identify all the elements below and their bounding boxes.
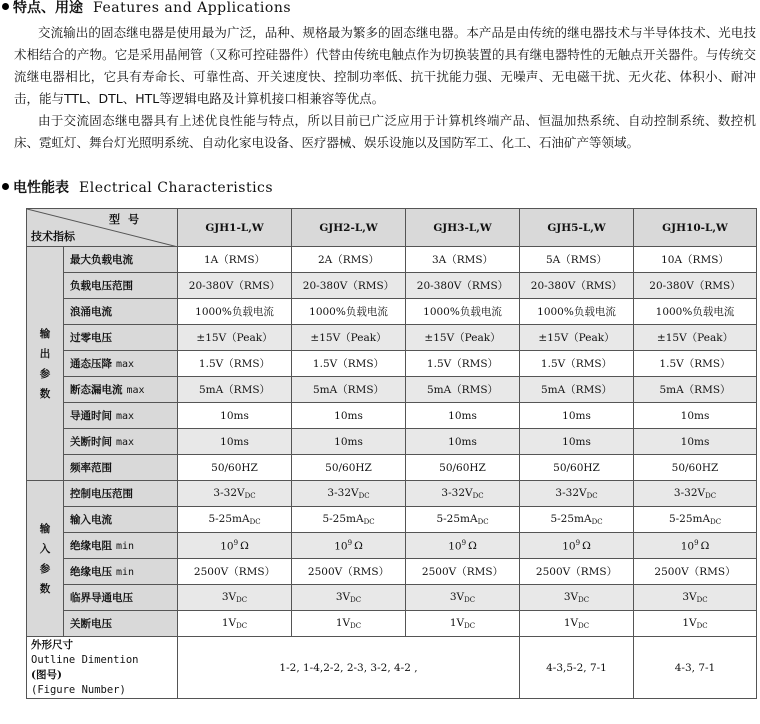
table-row bbox=[27, 559, 757, 585]
value-cell bbox=[178, 611, 292, 637]
value-cell: 10ms bbox=[292, 429, 406, 455]
outline-group-1: 1-2, 1-4,2-2, 2-3, 3-2, 4-2 , bbox=[178, 637, 520, 699]
value-cell: 50/60HZ bbox=[634, 455, 757, 481]
value-cell bbox=[178, 585, 292, 611]
value-cell bbox=[634, 507, 757, 533]
value-cell bbox=[178, 507, 292, 533]
value-subscript: DC bbox=[236, 622, 248, 630]
value-cell bbox=[520, 559, 634, 585]
table-row bbox=[27, 611, 757, 637]
table-row bbox=[27, 533, 757, 559]
value-text: 3-32V bbox=[441, 487, 473, 499]
value-cell bbox=[520, 611, 634, 637]
value-subscript: DC bbox=[244, 492, 256, 500]
param-name bbox=[64, 247, 178, 273]
param-name-text: 浪涌电流 bbox=[70, 306, 112, 318]
param-name-text: 绝缘电压 bbox=[70, 566, 112, 578]
value-cell: 1.5V（RMS） bbox=[406, 351, 520, 377]
features-title-en: Features and Applications bbox=[93, 0, 292, 16]
value-cell: ±15V（Peak） bbox=[292, 325, 406, 351]
value-cell bbox=[406, 533, 520, 559]
param-name-text: 负载电压范围 bbox=[70, 280, 133, 292]
param-name-text: 关断电压 bbox=[70, 618, 112, 630]
value-cell: 5mA（RMS） bbox=[634, 377, 757, 403]
value-cell: 5mA（RMS） bbox=[520, 377, 634, 403]
electrical-title-cn: 电性能表 bbox=[13, 180, 69, 196]
value-text: 10 bbox=[220, 540, 234, 553]
value-cell bbox=[406, 559, 520, 585]
value-text: 3V bbox=[335, 591, 351, 603]
value-cell: 5mA（RMS） bbox=[178, 377, 292, 403]
value-cell: 1000%负载电流 bbox=[520, 299, 634, 325]
value-text: 3V bbox=[682, 591, 697, 603]
value-text: 3-32V bbox=[327, 487, 359, 499]
figure-number-label-cn: (图号) bbox=[31, 668, 62, 681]
table-row bbox=[27, 403, 757, 429]
value-cell bbox=[292, 507, 406, 533]
electrical-table bbox=[26, 208, 757, 699]
value-cell: 2A（RMS） bbox=[292, 247, 406, 273]
value-exponent: 9 bbox=[233, 538, 239, 547]
param-name bbox=[64, 429, 178, 455]
value-text: 10 bbox=[562, 540, 576, 553]
param-name-text: 关断时间 bbox=[70, 436, 112, 448]
model-header: GJH1-L,W bbox=[178, 209, 292, 247]
value-exponent: 9 bbox=[694, 538, 699, 547]
value-text: 1V bbox=[449, 617, 465, 629]
bullet-icon bbox=[2, 183, 9, 190]
value-subscript: DC bbox=[710, 518, 722, 526]
param-name bbox=[64, 403, 178, 429]
value-cell: 50/60HZ bbox=[178, 455, 292, 481]
value-text: 2500V（RMS） bbox=[535, 566, 618, 578]
value-unit: Ω bbox=[240, 540, 249, 553]
value-subscript: DC bbox=[249, 518, 261, 526]
value-subscript: DC bbox=[591, 518, 603, 526]
value-text: 5-25mA bbox=[550, 513, 592, 525]
value-exponent: 9 bbox=[461, 538, 467, 547]
value-text: 2500V（RMS） bbox=[654, 566, 736, 578]
model-header: GJH2-L,W bbox=[292, 209, 406, 247]
param-unit: min bbox=[116, 541, 135, 552]
param-name-text: 绝缘电阻 bbox=[70, 540, 112, 552]
value-cell: 50/60HZ bbox=[520, 455, 634, 481]
value-cell: 10ms bbox=[634, 403, 757, 429]
value-cell bbox=[520, 481, 634, 507]
value-subscript: DC bbox=[586, 492, 598, 500]
value-subscript: DC bbox=[350, 596, 362, 604]
value-cell: 1000%负载电流 bbox=[178, 299, 292, 325]
model-header: GJH10-L,W bbox=[634, 209, 757, 247]
table-row bbox=[27, 325, 757, 351]
param-name bbox=[64, 325, 178, 351]
value-cell: 10A（RMS） bbox=[634, 247, 757, 273]
param-name-text: 最大负载电流 bbox=[70, 254, 133, 266]
value-cell: 10ms bbox=[634, 429, 757, 455]
value-cell: 10ms bbox=[178, 403, 292, 429]
param-name-text: 控制电压范围 bbox=[70, 488, 133, 500]
value-cell: 3A（RMS） bbox=[406, 247, 520, 273]
value-cell bbox=[520, 507, 634, 533]
value-text: 1V bbox=[221, 617, 237, 629]
value-cell bbox=[634, 533, 757, 559]
model-header: GJH3-L,W bbox=[406, 209, 520, 247]
electrical-heading bbox=[2, 178, 273, 198]
table-row bbox=[27, 585, 757, 611]
value-text: 5-25mA bbox=[322, 513, 364, 525]
value-text: 2500V（RMS） bbox=[307, 566, 390, 578]
table-row bbox=[27, 429, 757, 455]
table-row bbox=[27, 455, 757, 481]
value-cell bbox=[292, 533, 406, 559]
value-cell bbox=[178, 559, 292, 585]
value-text: 1V bbox=[682, 617, 697, 629]
param-name-text: 通态压降 bbox=[70, 358, 112, 370]
value-cell bbox=[292, 611, 406, 637]
value-text: 10 bbox=[680, 540, 695, 553]
param-name bbox=[64, 611, 178, 637]
param-unit: min bbox=[116, 567, 135, 578]
value-cell: 1000%负载电流 bbox=[292, 299, 406, 325]
value-exponent: 9 bbox=[347, 538, 353, 547]
value-cell: 10ms bbox=[406, 403, 520, 429]
value-text: 10 bbox=[334, 540, 348, 553]
value-subscript: DC bbox=[578, 622, 590, 630]
param-name-text: 导通时间 bbox=[70, 410, 112, 422]
value-subscript: DC bbox=[464, 622, 476, 630]
table-row bbox=[27, 299, 757, 325]
value-unit: Ω bbox=[700, 540, 710, 553]
corner-cell bbox=[27, 209, 178, 247]
value-text: 1V bbox=[563, 617, 579, 629]
param-name-text: 过零电压 bbox=[70, 332, 112, 344]
features-paragraph-1: 交流输出的固态继电器是使用最为广泛，品种、规格最为繁多的固态继电器。本产品是由传统的继电器技术与半导体技术、光电技术相结合的产物。它是采用晶闸管（又称可控硅器件）代替由传统电触点作为切换装置的具有继电器特性的无触点开关器件。与传统交流继电器相比，它具有寿命长、可靠性高、开关速度快、控制功率低、抗干扰能力强、无噪声、无电磁干扰、无火花、体积小、耐冲击，能与TTL、DTL、HTL等逻辑电路及计算机接口相兼容等优点。 bbox=[14, 25, 756, 106]
param-name bbox=[64, 507, 178, 533]
value-cell: ±15V（Peak） bbox=[634, 325, 757, 351]
features-heading bbox=[2, 0, 291, 18]
model-header: GJH5-L,W bbox=[520, 209, 634, 247]
value-cell: 1000%负载电流 bbox=[406, 299, 520, 325]
table-row bbox=[27, 507, 757, 533]
value-cell: 1.5V（RMS） bbox=[520, 351, 634, 377]
corner-spec-label: 技术指标 bbox=[31, 230, 75, 243]
value-cell: 20-380V（RMS） bbox=[520, 273, 634, 299]
value-cell bbox=[406, 507, 520, 533]
value-cell: 1000%负载电流 bbox=[634, 299, 757, 325]
value-cell bbox=[406, 481, 520, 507]
value-cell bbox=[520, 585, 634, 611]
value-cell bbox=[520, 533, 634, 559]
value-cell: 10ms bbox=[178, 429, 292, 455]
features-title-cn: 特点、用途 bbox=[13, 0, 83, 16]
value-cell: 1.5V（RMS） bbox=[292, 351, 406, 377]
value-text: 3V bbox=[221, 591, 237, 603]
param-name bbox=[64, 351, 178, 377]
value-text: 3V bbox=[563, 591, 579, 603]
param-name bbox=[64, 533, 178, 559]
value-cell: 20-380V（RMS） bbox=[178, 273, 292, 299]
table-row bbox=[27, 247, 757, 273]
value-cell: 20-380V（RMS） bbox=[406, 273, 520, 299]
value-text: 1V bbox=[335, 617, 351, 629]
value-cell: 10ms bbox=[520, 429, 634, 455]
value-cell: 5mA（RMS） bbox=[292, 377, 406, 403]
value-text: 2500V（RMS） bbox=[421, 566, 504, 578]
outline-row bbox=[27, 637, 757, 699]
value-cell: 10ms bbox=[406, 429, 520, 455]
features-paragraph-2: 由于交流固态继电器具有上述优良性能与特点，所以目前已广泛应用于计算机终端产品、恒温加热系统、自动控制系统、数控机床、霓虹灯、舞台灯光照明系统、自动化家电设备、医疗器械、娱乐设施以及国防军工、化工、石油矿产等领域。 bbox=[14, 113, 756, 150]
value-subscript: DC bbox=[472, 492, 484, 500]
value-cell bbox=[178, 533, 292, 559]
value-text: 5-25mA bbox=[436, 513, 478, 525]
param-name-text: 临界导通电压 bbox=[70, 592, 133, 604]
value-cell: 20-380V（RMS） bbox=[292, 273, 406, 299]
value-subscript: DC bbox=[363, 518, 375, 526]
value-subscript: DC bbox=[696, 596, 708, 604]
value-cell: 5mA（RMS） bbox=[406, 377, 520, 403]
param-name bbox=[64, 585, 178, 611]
value-unit: Ω bbox=[354, 540, 363, 553]
value-cell: 20-380V（RMS） bbox=[634, 273, 757, 299]
value-cell: 10ms bbox=[520, 403, 634, 429]
param-name-text: 输入电流 bbox=[70, 514, 112, 526]
value-subscript: DC bbox=[696, 622, 708, 630]
value-cell bbox=[406, 611, 520, 637]
value-cell: 1A（RMS） bbox=[178, 247, 292, 273]
value-subscript: DC bbox=[358, 492, 370, 500]
param-unit: max bbox=[116, 411, 135, 422]
outline-group-3: 4-3, 7-1 bbox=[634, 637, 757, 699]
corner-model-label: 型号 bbox=[109, 213, 147, 226]
value-text: 3-32V bbox=[213, 487, 245, 499]
table-row bbox=[27, 481, 757, 507]
value-cell bbox=[406, 585, 520, 611]
value-text: 5-25mA bbox=[208, 513, 250, 525]
param-name bbox=[64, 377, 178, 403]
value-cell: 50/60HZ bbox=[406, 455, 520, 481]
value-text: 5-25mA bbox=[668, 513, 711, 525]
table-header-row bbox=[27, 209, 757, 247]
param-name-text: 断态漏电流 bbox=[70, 384, 123, 396]
param-unit: max bbox=[116, 359, 135, 370]
value-cell: ±15V（Peak） bbox=[520, 325, 634, 351]
output-group-label: 输出参数 bbox=[27, 247, 64, 481]
param-name bbox=[64, 559, 178, 585]
value-cell bbox=[178, 481, 292, 507]
value-cell bbox=[634, 585, 757, 611]
value-subscript: DC bbox=[705, 492, 717, 500]
param-name bbox=[64, 273, 178, 299]
value-cell: 5A（RMS） bbox=[520, 247, 634, 273]
value-cell bbox=[634, 611, 757, 637]
value-cell bbox=[634, 481, 757, 507]
value-exponent: 9 bbox=[575, 538, 581, 547]
table-row bbox=[27, 351, 757, 377]
param-name bbox=[64, 481, 178, 507]
value-text: 2500V（RMS） bbox=[193, 566, 276, 578]
value-cell: 10ms bbox=[292, 403, 406, 429]
outline-group-2: 4-3,5-2, 7-1 bbox=[520, 637, 634, 699]
value-subscript: DC bbox=[578, 596, 590, 604]
param-unit: max bbox=[126, 385, 145, 396]
table-row bbox=[27, 273, 757, 299]
param-name bbox=[64, 455, 178, 481]
value-text: 10 bbox=[448, 540, 462, 553]
value-unit: Ω bbox=[582, 540, 591, 553]
electrical-title-en: Electrical Characteristics bbox=[79, 180, 274, 196]
outline-label bbox=[27, 637, 178, 699]
value-cell: ±15V（Peak） bbox=[406, 325, 520, 351]
param-name bbox=[64, 299, 178, 325]
value-cell: 1.5V（RMS） bbox=[634, 351, 757, 377]
value-text: 3V bbox=[449, 591, 465, 603]
value-text: 3-32V bbox=[555, 487, 587, 499]
value-cell bbox=[292, 559, 406, 585]
input-group-label: 输入参数 bbox=[27, 481, 64, 637]
value-cell bbox=[292, 481, 406, 507]
param-unit: max bbox=[116, 437, 135, 448]
value-subscript: DC bbox=[464, 596, 476, 604]
value-cell: 50/60HZ bbox=[292, 455, 406, 481]
value-cell: 1.5V（RMS） bbox=[178, 351, 292, 377]
outline-label-en: Outline Dimention bbox=[31, 653, 139, 666]
value-subscript: DC bbox=[350, 622, 362, 630]
value-unit: Ω bbox=[468, 540, 477, 553]
value-cell bbox=[292, 585, 406, 611]
value-subscript: DC bbox=[236, 596, 248, 604]
value-cell bbox=[634, 559, 757, 585]
param-name-text: 频率范围 bbox=[70, 462, 112, 474]
table-row bbox=[27, 377, 757, 403]
value-text: 3-32V bbox=[673, 487, 706, 499]
value-cell: ±15V（Peak） bbox=[178, 325, 292, 351]
bullet-icon bbox=[2, 3, 9, 10]
outline-label-cn: 外形尺寸 bbox=[31, 638, 73, 651]
figure-number-label-en: (Figure Number) bbox=[31, 683, 126, 696]
value-subscript: DC bbox=[477, 518, 489, 526]
